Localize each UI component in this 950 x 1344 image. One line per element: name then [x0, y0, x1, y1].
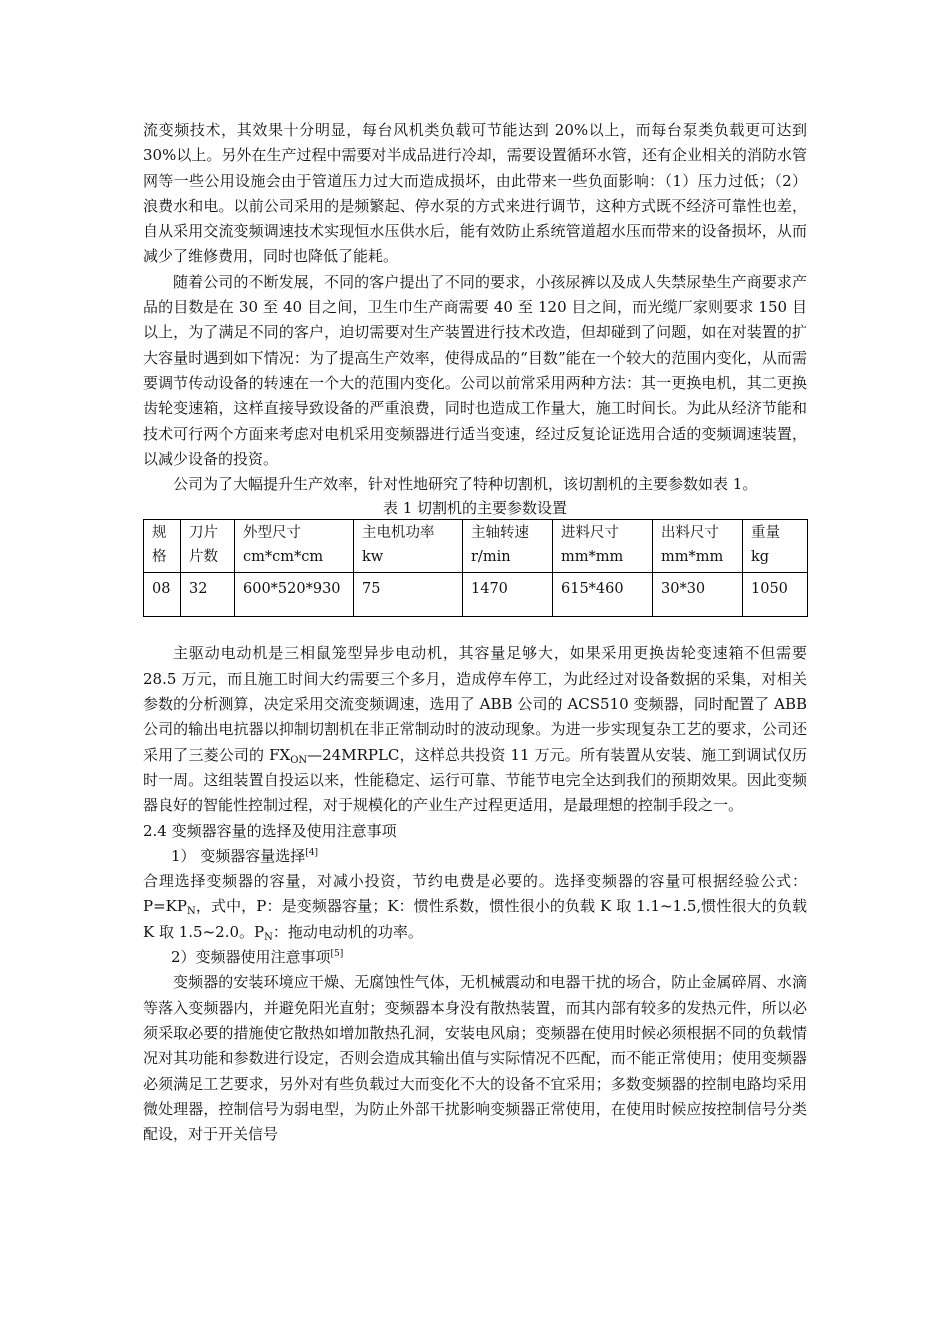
table-cell: 615*460 [553, 573, 653, 617]
table-cell: 1470 [463, 573, 553, 617]
document-page [143, 118, 807, 1147]
table-header-cell: 重量 kg [743, 520, 808, 573]
list-item-capacity [143, 844, 807, 869]
list-item-label: 1） 变频器容量选择 [171, 846, 306, 865]
subscript: N [186, 906, 196, 918]
paragraph-drive-motor [143, 641, 807, 818]
subscript: N [264, 931, 273, 943]
table-cell: 08 [144, 573, 181, 617]
table-header-cell: 规 格 [144, 520, 181, 573]
paragraph-text: ，式中，P：是变频器容量；K：惯性系数，惯性很小的负载 K 取 1.1~1.5,惯性很大的负载 K 取 1.5~2.0。P [143, 897, 807, 941]
list-item-label: 2）变频器使用注意事项 [171, 948, 331, 967]
table-header-cell: 主轴转速 r/min [463, 520, 553, 573]
paragraph-text: —24MRPLC，这样总共投资 11 万元。所有装置从安装、施工到调试仅历时一周。这组装置自投运以来，性能稳定、运行可靠、节能节电完全达到我们的预期效果。因此变频器良好的智能性控制过程，对于规模化的产业生产过程更适用，是最理想的控制手段之一。 [143, 745, 807, 815]
table-cell: 32 [181, 573, 235, 617]
table-cell: 75 [354, 573, 463, 617]
table-spacer [143, 617, 807, 641]
citation-ref[interactable]: [5] [330, 949, 344, 960]
list-item-usage [143, 945, 807, 970]
subscript: ON [290, 754, 308, 766]
table-header-cell: 进料尺寸 mm*mm [553, 520, 653, 573]
table-header-cell: 刀片 片数 [181, 520, 235, 573]
table-header-cell: 主电机功率 kw [354, 520, 463, 573]
section-heading: 2.4 变频器容量的选择及使用注意事项 [143, 821, 397, 840]
paragraph-frequency-savings: 流变频技术，其效果十分明显，每台风机类负载可节能达到 20%以上，而每台泵类负载更可达到 30%以上。另外在生产过程中需要对半成品进行冷却，需要设置循环水管，还有企业相关的消防水管网等一些公用设施会由于管道压力过大而造成损坏，由此带来一些负面影响：（1）压力过低；（2）浪费水和电。以前公司采用的是频繁起、停水泵的方式来进行调节，这种方式既不经济可靠性也差，自从采用交流变频调速技术实现恒水压供水后，能有效防止系统管道超水压而带来的设备损坏，从而减少了维修费用，同时也降低了能耗。 [143, 121, 807, 266]
table-caption: 表 1 切割机的主要参数设置 [382, 499, 568, 518]
paragraph-text: 主驱动电动机是三相鼠笼型异步电动机，其容量足够大，如果采用更换齿轮变速箱不但需要 28.5 万元，而且施工时间大约需要三个多月，造成停车停工，为此经过对设备数据的采集，对相关参数的分析测算，决定采用交流变频调速，选用了 ABB 公司的 ACS510 变频器，同时配置了 ABB 公司的输出电抗器以抑制切割机在非正常制动时的波动现象。为进一步实现复杂工艺的要求，公司还采用了三菱公司的 FX [143, 644, 807, 764]
paragraph-text: 合理选择变频器的容量，对减小投资，节约电费是必要的。选择变频器的容量可根据经验公式：P=KP [143, 872, 807, 916]
citation-ref[interactable]: [4] [305, 847, 319, 858]
paragraph-capacity-formula [143, 869, 807, 945]
table-cell: 1050 [743, 573, 808, 617]
parameter-table [143, 519, 808, 617]
table-header-cell: 出料尺寸 mm*mm [653, 520, 743, 573]
table-header-row [144, 520, 808, 573]
table-row [144, 573, 808, 617]
table-cell: 30*30 [653, 573, 743, 617]
table-header-cell: 外型尺寸 cm*cm*cm [235, 520, 354, 573]
paragraph-usage-notes: 变频器的安装环境应干燥、无腐蚀性气体，无机械震动和电器干扰的场合，防止金属碎屑、水滴等落入变频器内，并避免阳光直射；变频器本身没有散热装置，而其内部有较多的发热元件，所以必须采取必要的措施使它散热如增加散热孔洞，安装电风扇；变频器在使用时候必须根据不同的负载情况对其功能和参数进行设定，否则会造成其输出值与实际情况不匹配，而不能正常使用；使用变频器必须满足工艺要求，另外对有些负载过大而变化不大的设备不宜采用；多数变频器的控制电路均采用微处理器，控制信号为弱电型，为防止外部干扰影响变频器正常使用，在使用时候应按控制信号分类配设，对于开关信号 [143, 973, 807, 1144]
paragraph-customer-demands: 随着公司的不断发展，不同的客户提出了不同的要求，小孩尿裤以及成人失禁尿垫生产商要求产品的目数是在 30 至 40 目之间，卫生巾生产商需要 40 至 120 目之间，而光缆厂家则要求 150 目以上，为了满足不同的客户，迫切需要对生产装置进行技术改造，但却碰到了问题，如在对装置的扩大容量时遇到如下情况：为了提高生产效率，使得成品的“目数”能在一个较大的范围内变化，从而需要调节传动设备的转速在一个大的范围内变化。公司以前常采用两种方法：其一更换电机，其二更换齿轮变速箱，这样直接导致设备的严重浪费，同时也造成工作量大，施工时间长。为此从经济节能和技术可行两个方面来考虑对电机采用变频器进行适当变速，经过反复论证选用合适的变频调速装置，以减少设备的投资。 [143, 272, 807, 468]
paragraph-text: ：拖动电动机的功率。 [272, 922, 423, 941]
paragraph-cutting-machine-intro: 公司为了大幅提升生产效率，针对性地研究了特种切割机，该切割机的主要参数如表 1。 [173, 475, 758, 494]
table-cell: 600*520*930 [235, 573, 354, 617]
